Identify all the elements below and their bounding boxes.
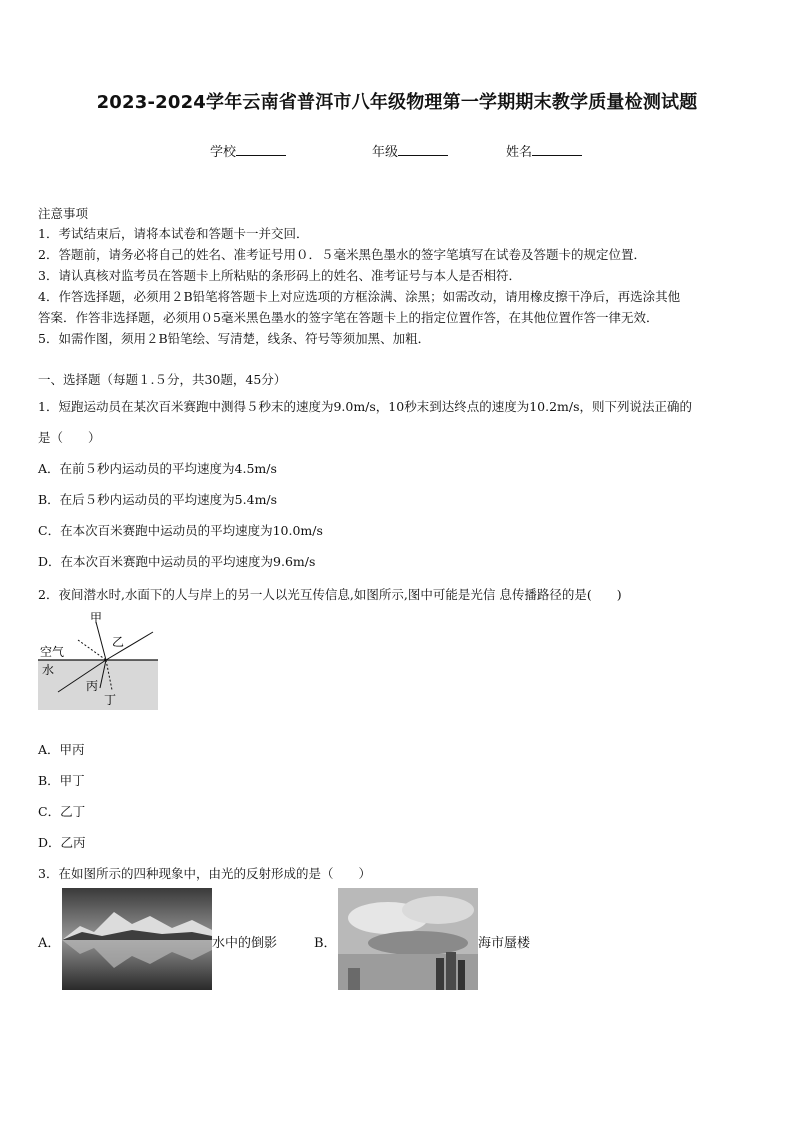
notice-item: 5．如需作图，须用２B铅笔绘、写清楚，线条、符号等须加黑、加粗． [38, 331, 431, 346]
q2-option-c: C．乙丁 [38, 804, 86, 819]
question-3-stem: 3．在如图所示的四种现象中，由光的反射形成的是（ ） [38, 866, 371, 881]
school-field [210, 141, 286, 160]
notice-heading: 注意事项 [38, 206, 89, 221]
q3-option-b-caption: 海市蜃楼 [478, 936, 531, 951]
notice-item: 2．答题前，请务必将自己的姓名、准考证号用０．５毫米黑色墨水的签字笔填写在试卷及答题卡的规定位置． [38, 247, 646, 262]
q3-option-a-caption: 水中的倒影 [212, 936, 278, 951]
q2-option-a: A．甲丙 [38, 742, 85, 757]
q1-option-a: A．在前５秒内运动员的平均速度为4.5m/s [38, 461, 277, 476]
label-jia: 甲 [90, 611, 103, 625]
school-blank [236, 143, 286, 156]
notice-item: 答案．作答非选择题，必须用０5毫米黑色墨水的签字笔在答题卡上的指定位置作答，在其他位置作答一律无效． [38, 310, 659, 325]
notice-item: 4．作答选择题，必须用２B铅笔将答题卡上对应选项的方框涂满、涂黑；如需改动，请用橡皮擦干净后，再选涂其他 [38, 289, 681, 304]
name-label: 姓名 [506, 145, 533, 160]
q1-option-b: B．在后５秒内运动员的平均速度为5.4m/s [38, 492, 278, 507]
q2-option-b: B．甲丁 [38, 773, 85, 788]
notice-item: 1．考试结束后，请将本试卷和答题卡一并交回． [38, 226, 309, 241]
label-bing: 丙 [86, 679, 99, 693]
name-blank [532, 143, 582, 156]
label-shui: 水 [42, 663, 55, 677]
section-heading: 一、选择题（每题１.５分，共30题，45分） [38, 372, 287, 387]
page-title: 2023-2024学年云南省普洱市八年级物理第一学期期末教学质量检测试题 [96, 92, 698, 113]
name-field [506, 141, 582, 160]
school-label: 学校 [210, 145, 237, 160]
q1-option-c: C．在本次百米赛跑中运动员的平均速度为10.0m/s [38, 523, 323, 538]
label-yi: 乙 [112, 635, 125, 649]
q3-option-b-letter: B． [314, 936, 337, 951]
grade-blank [398, 143, 448, 156]
question-1-stem: 1．短跑运动员在某次百米赛跑中测得５秒末的速度为9.0m/s，10秒末到达终点的速度为10.2m/s，则下列说法正确的 [38, 399, 693, 414]
grade-label: 年级 [372, 145, 399, 160]
mirage-image [338, 888, 478, 990]
question-2-stem: 2．夜间潜水时,水面下的人与岸上的另一人以光互传信息,如图所示,图中可能是光信 息传播路径的是( ) [38, 587, 622, 602]
q1-option-d: D．在本次百米赛跑中运动员的平均速度为9.6m/s [38, 554, 316, 569]
light-path-diagram [38, 610, 158, 710]
question-1-stem-cont: 是（ ） [38, 430, 101, 445]
label-kongqi: 空气 [40, 645, 65, 659]
notice-item: 3．请认真核对监考员在答题卡上所粘贴的条形码上的姓名、准考证号与本人是否相符． [38, 268, 521, 283]
grade-field [372, 141, 448, 160]
q3-option-a-letter: A． [38, 936, 61, 951]
label-ding: 丁 [104, 693, 117, 707]
water-reflection-image [62, 888, 212, 990]
q2-option-d: D．乙丙 [38, 835, 86, 850]
